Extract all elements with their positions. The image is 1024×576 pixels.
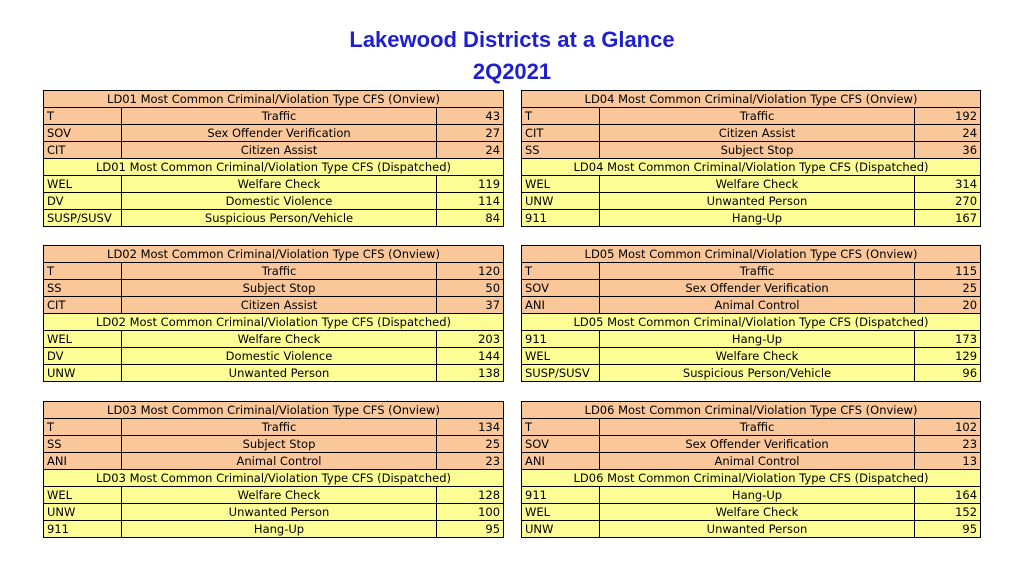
call-count: 114 <box>437 193 504 210</box>
call-type-description: Unwanted Person <box>122 365 437 382</box>
call-type-code: SS <box>44 280 122 297</box>
call-count: 270 <box>915 193 981 210</box>
call-type-description: Subject Stop <box>600 142 915 159</box>
call-count: 314 <box>915 176 981 193</box>
table-row <box>44 125 504 142</box>
table-row <box>44 419 504 436</box>
table-row <box>44 504 504 521</box>
table-row <box>522 487 981 504</box>
call-count: 167 <box>915 210 981 227</box>
call-type-code: ANI <box>44 453 122 470</box>
call-count: 115 <box>915 263 981 280</box>
call-type-description: Traffic <box>122 108 437 125</box>
dispatched-header: LD05 Most Common Criminal/Violation Type CFS (Dispatched) <box>522 314 981 331</box>
table-row <box>522 521 981 538</box>
call-type-description: Unwanted Person <box>600 521 915 538</box>
call-count: 95 <box>915 521 981 538</box>
call-type-code: DV <box>44 348 122 365</box>
table-row <box>522 108 981 125</box>
call-count: 164 <box>915 487 981 504</box>
call-type-description: Welfare Check <box>122 331 437 348</box>
call-type-code: 911 <box>522 210 600 227</box>
table-row <box>44 142 504 159</box>
call-type-code: SS <box>44 436 122 453</box>
onview-header: LD03 Most Common Criminal/Violation Type CFS (Onview) <box>44 402 504 419</box>
call-type-code: 911 <box>522 487 600 504</box>
call-count: 144 <box>437 348 504 365</box>
call-type-code: T <box>44 263 122 280</box>
table-row <box>522 280 981 297</box>
table-row <box>522 193 981 210</box>
table-row <box>44 436 504 453</box>
call-type-code: ANI <box>522 453 600 470</box>
call-type-code: DV <box>44 193 122 210</box>
call-count: 84 <box>437 210 504 227</box>
call-type-description: Animal Control <box>122 453 437 470</box>
district-table-ld03 <box>43 401 504 538</box>
call-type-code: 911 <box>522 331 600 348</box>
call-type-code: WEL <box>522 504 600 521</box>
table-row <box>44 263 504 280</box>
call-type-description: Suspicious Person/Vehicle <box>600 365 915 382</box>
call-count: 20 <box>915 297 981 314</box>
call-type-code: CIT <box>522 125 600 142</box>
call-type-description: Unwanted Person <box>600 193 915 210</box>
table-row <box>44 210 504 227</box>
call-type-code: T <box>522 108 600 125</box>
call-count: 25 <box>437 436 504 453</box>
table-row <box>522 263 981 280</box>
call-count: 173 <box>915 331 981 348</box>
dispatched-header: LD06 Most Common Criminal/Violation Type CFS (Dispatched) <box>522 470 981 487</box>
table-row <box>522 453 981 470</box>
table-row <box>522 331 981 348</box>
call-type-code: SOV <box>44 125 122 142</box>
call-count: 138 <box>437 365 504 382</box>
onview-header: LD04 Most Common Criminal/Violation Type CFS (Onview) <box>522 91 981 108</box>
call-type-code: WEL <box>44 487 122 504</box>
call-type-code: CIT <box>44 297 122 314</box>
call-type-description: Traffic <box>122 263 437 280</box>
call-count: 102 <box>915 419 981 436</box>
table-row <box>44 176 504 193</box>
table-row <box>522 436 981 453</box>
call-count: 36 <box>915 142 981 159</box>
call-type-description: Welfare Check <box>600 348 915 365</box>
call-count: 128 <box>437 487 504 504</box>
call-type-description: Domestic Violence <box>122 193 437 210</box>
table-row <box>522 348 981 365</box>
call-type-description: Hang-Up <box>600 487 915 504</box>
call-type-code: UNW <box>522 521 600 538</box>
call-count: 120 <box>437 263 504 280</box>
call-count: 23 <box>437 453 504 470</box>
call-type-description: Citizen Assist <box>122 297 437 314</box>
table-row <box>522 419 981 436</box>
call-type-description: Welfare Check <box>122 487 437 504</box>
call-type-description: Hang-Up <box>600 210 915 227</box>
call-type-description: Domestic Violence <box>122 348 437 365</box>
onview-header: LD05 Most Common Criminal/Violation Type CFS (Onview) <box>522 246 981 263</box>
table-row <box>522 125 981 142</box>
table-row <box>522 297 981 314</box>
call-count: 24 <box>437 142 504 159</box>
call-type-description: Traffic <box>600 263 915 280</box>
district-table-ld02 <box>43 245 504 382</box>
call-type-code: T <box>522 263 600 280</box>
call-count: 24 <box>915 125 981 142</box>
call-count: 192 <box>915 108 981 125</box>
table-row <box>44 108 504 125</box>
call-count: 95 <box>437 521 504 538</box>
district-table-ld06 <box>521 401 981 538</box>
call-type-code: 911 <box>44 521 122 538</box>
call-type-description: Suspicious Person/Vehicle <box>122 210 437 227</box>
call-type-description: Unwanted Person <box>122 504 437 521</box>
table-row <box>522 210 981 227</box>
call-type-description: Traffic <box>600 108 915 125</box>
call-type-description: Welfare Check <box>600 504 915 521</box>
call-type-description: Animal Control <box>600 453 915 470</box>
call-type-description: Sex Offender Verification <box>122 125 437 142</box>
table-row <box>44 348 504 365</box>
call-type-description: Sex Offender Verification <box>600 436 915 453</box>
table-row <box>44 487 504 504</box>
call-type-code: SS <box>522 142 600 159</box>
table-row <box>44 365 504 382</box>
table-row <box>522 176 981 193</box>
table-row <box>44 297 504 314</box>
call-type-code: UNW <box>44 504 122 521</box>
call-type-code: T <box>44 108 122 125</box>
call-type-description: Citizen Assist <box>122 142 437 159</box>
call-type-code: CIT <box>44 142 122 159</box>
call-type-code: WEL <box>44 176 122 193</box>
district-table-ld01 <box>43 90 504 227</box>
call-type-code: UNW <box>44 365 122 382</box>
call-type-code: ANI <box>522 297 600 314</box>
district-table-ld04 <box>521 90 981 227</box>
call-count: 119 <box>437 176 504 193</box>
page-title: Lakewood Districts at a Glance <box>349 27 675 52</box>
call-count: 23 <box>915 436 981 453</box>
call-type-code: SUSP/SUSV <box>522 365 600 382</box>
call-count: 43 <box>437 108 504 125</box>
call-count: 50 <box>437 280 504 297</box>
call-type-description: Subject Stop <box>122 280 437 297</box>
call-count: 96 <box>915 365 981 382</box>
table-row <box>522 504 981 521</box>
dispatched-header: LD03 Most Common Criminal/Violation Type CFS (Dispatched) <box>44 470 504 487</box>
call-type-code: T <box>44 419 122 436</box>
call-type-code: SOV <box>522 280 600 297</box>
call-count: 129 <box>915 348 981 365</box>
dispatched-header: LD01 Most Common Criminal/Violation Type CFS (Dispatched) <box>44 159 504 176</box>
onview-header: LD02 Most Common Criminal/Violation Type CFS (Onview) <box>44 246 504 263</box>
call-type-description: Traffic <box>600 419 915 436</box>
table-row <box>522 365 981 382</box>
table-row <box>44 331 504 348</box>
call-type-description: Welfare Check <box>122 176 437 193</box>
call-type-code: SOV <box>522 436 600 453</box>
table-row <box>522 142 981 159</box>
table-row <box>44 193 504 210</box>
call-count: 152 <box>915 504 981 521</box>
call-type-description: Sex Offender Verification <box>600 280 915 297</box>
call-count: 134 <box>437 419 504 436</box>
call-type-code: SUSP/SUSV <box>44 210 122 227</box>
call-count: 37 <box>437 297 504 314</box>
page-subtitle: 2Q2021 <box>472 59 552 84</box>
call-type-description: Subject Stop <box>122 436 437 453</box>
call-type-description: Welfare Check <box>600 176 915 193</box>
call-count: 13 <box>915 453 981 470</box>
onview-header: LD01 Most Common Criminal/Violation Type CFS (Onview) <box>44 91 504 108</box>
dispatched-header: LD02 Most Common Criminal/Violation Type CFS (Dispatched) <box>44 314 504 331</box>
call-count: 100 <box>437 504 504 521</box>
table-row <box>44 280 504 297</box>
call-type-description: Animal Control <box>600 297 915 314</box>
call-type-description: Citizen Assist <box>600 125 915 142</box>
call-type-code: WEL <box>522 348 600 365</box>
call-type-code: UNW <box>522 193 600 210</box>
district-table-ld05 <box>521 245 981 382</box>
call-count: 27 <box>437 125 504 142</box>
dispatched-header: LD04 Most Common Criminal/Violation Type CFS (Dispatched) <box>522 159 981 176</box>
table-row <box>44 521 504 538</box>
call-type-description: Hang-Up <box>122 521 437 538</box>
call-type-code: T <box>522 419 600 436</box>
call-type-code: WEL <box>522 176 600 193</box>
call-type-code: WEL <box>44 331 122 348</box>
call-type-description: Traffic <box>122 419 437 436</box>
call-type-description: Hang-Up <box>600 331 915 348</box>
call-count: 203 <box>437 331 504 348</box>
table-row <box>44 453 504 470</box>
call-count: 25 <box>915 280 981 297</box>
onview-header: LD06 Most Common Criminal/Violation Type CFS (Onview) <box>522 402 981 419</box>
